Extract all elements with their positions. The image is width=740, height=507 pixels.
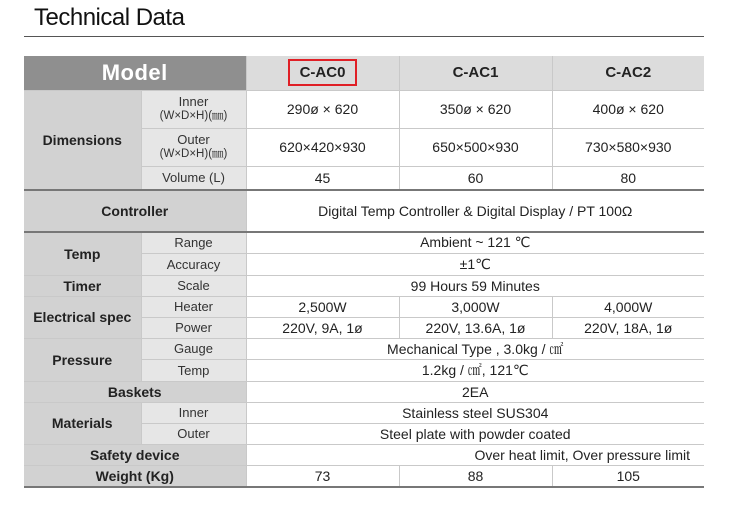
dimensions-inner-c-ac2: 400ø × 620 [552, 90, 704, 128]
model-header: Model [24, 56, 246, 90]
dimensions-volume-c-ac1: 60 [399, 166, 552, 190]
weight-c-ac1: 88 [399, 465, 552, 487]
weight-c-ac2: 105 [552, 465, 704, 487]
materials-outer-value: Steel plate with powder coated [246, 423, 704, 444]
dimensions-volume-c-ac2: 80 [552, 166, 704, 190]
spec-table [24, 56, 704, 488]
electrical-heater-label: Heater [141, 296, 246, 317]
baskets-value: 2EA [246, 381, 704, 402]
pressure-gauge-row [24, 338, 704, 359]
baskets-label: Baskets [24, 381, 246, 402]
pressure-label: Pressure [24, 338, 141, 381]
materials-outer-label: Outer [141, 423, 246, 444]
electrical-heater-row [24, 296, 704, 317]
dimensions-outer-unit: (W×D×H)(㎜) [159, 148, 228, 160]
temp-accuracy-label: Accuracy [141, 253, 246, 275]
heater-c-ac0: 2,500W [246, 296, 399, 317]
dimensions-outer-c-ac0: 620×420×930 [246, 128, 399, 166]
dimensions-inner-title: Inner [178, 94, 209, 109]
dimensions-outer-c-ac2: 730×580×930 [552, 128, 704, 166]
pressure-gauge-value: Mechanical Type , 3.0kg / ㎠ [246, 338, 704, 359]
dimensions-volume-c-ac0: 45 [246, 166, 399, 190]
power-c-ac2: 220V, 18A, 1ø [552, 317, 704, 338]
temp-range-value: Ambient ~ 121 ℃ [246, 232, 704, 253]
model-c-ac0-header [246, 56, 399, 90]
weight-c-ac0: 73 [246, 465, 399, 487]
materials-label: Materials [24, 402, 141, 444]
materials-inner-value: Stainless steel SUS304 [246, 402, 704, 423]
materials-inner-row [24, 402, 704, 423]
safety-label: Safety device [24, 444, 246, 465]
dimensions-inner-label [141, 90, 246, 128]
temp-range-row [24, 232, 704, 253]
dimensions-outer-label [141, 128, 246, 166]
temp-range-label: Range [141, 232, 246, 253]
electrical-label: Electrical spec [24, 296, 141, 338]
timer-scale-value: 99 Hours 59 Minutes [246, 275, 704, 296]
heater-c-ac2: 4,000W [552, 296, 704, 317]
pressure-gauge-label: Gauge [141, 338, 246, 359]
timer-scale-label: Scale [141, 275, 246, 296]
baskets-row [24, 381, 704, 402]
header-row [24, 56, 704, 90]
temp-accuracy-value: ±1℃ [246, 253, 704, 275]
page-title: Technical Data [34, 4, 185, 31]
temp-label: Temp [24, 232, 141, 275]
title-divider [24, 36, 704, 37]
dimensions-inner-c-ac1: 350ø × 620 [399, 90, 552, 128]
heater-c-ac1: 3,000W [399, 296, 552, 317]
model-c-ac0-label: C-AC0 [288, 59, 358, 86]
dimensions-inner-row [24, 90, 704, 128]
dimensions-inner-c-ac0: 290ø × 620 [246, 90, 399, 128]
safety-value: Over heat limit, Over pressure limit [246, 444, 704, 465]
materials-inner-label: Inner [141, 402, 246, 423]
model-c-ac1-header: C-AC1 [399, 56, 552, 90]
controller-row [24, 190, 704, 232]
pressure-temp-label: Temp [141, 359, 246, 381]
dimensions-outer-title: Outer [177, 132, 210, 147]
pressure-temp-value: 1.2kg / ㎠, 121℃ [246, 359, 704, 381]
controller-label: Controller [24, 190, 246, 232]
safety-row [24, 444, 704, 465]
timer-row [24, 275, 704, 296]
timer-label: Timer [24, 275, 141, 296]
power-c-ac1: 220V, 13.6A, 1ø [399, 317, 552, 338]
dimensions-volume-label: Volume (L) [141, 166, 246, 190]
controller-value: Digital Temp Controller & Digital Display / PT 100Ω [246, 190, 704, 232]
power-c-ac0: 220V, 9A, 1ø [246, 317, 399, 338]
dimensions-outer-c-ac1: 650×500×930 [399, 128, 552, 166]
weight-label: Weight (Kg) [24, 465, 246, 487]
electrical-power-label: Power [141, 317, 246, 338]
weight-row [24, 465, 704, 487]
dimensions-label: Dimensions [24, 90, 141, 190]
model-c-ac2-header: C-AC2 [552, 56, 704, 90]
dimensions-inner-unit: (W×D×H)(㎜) [159, 110, 228, 122]
